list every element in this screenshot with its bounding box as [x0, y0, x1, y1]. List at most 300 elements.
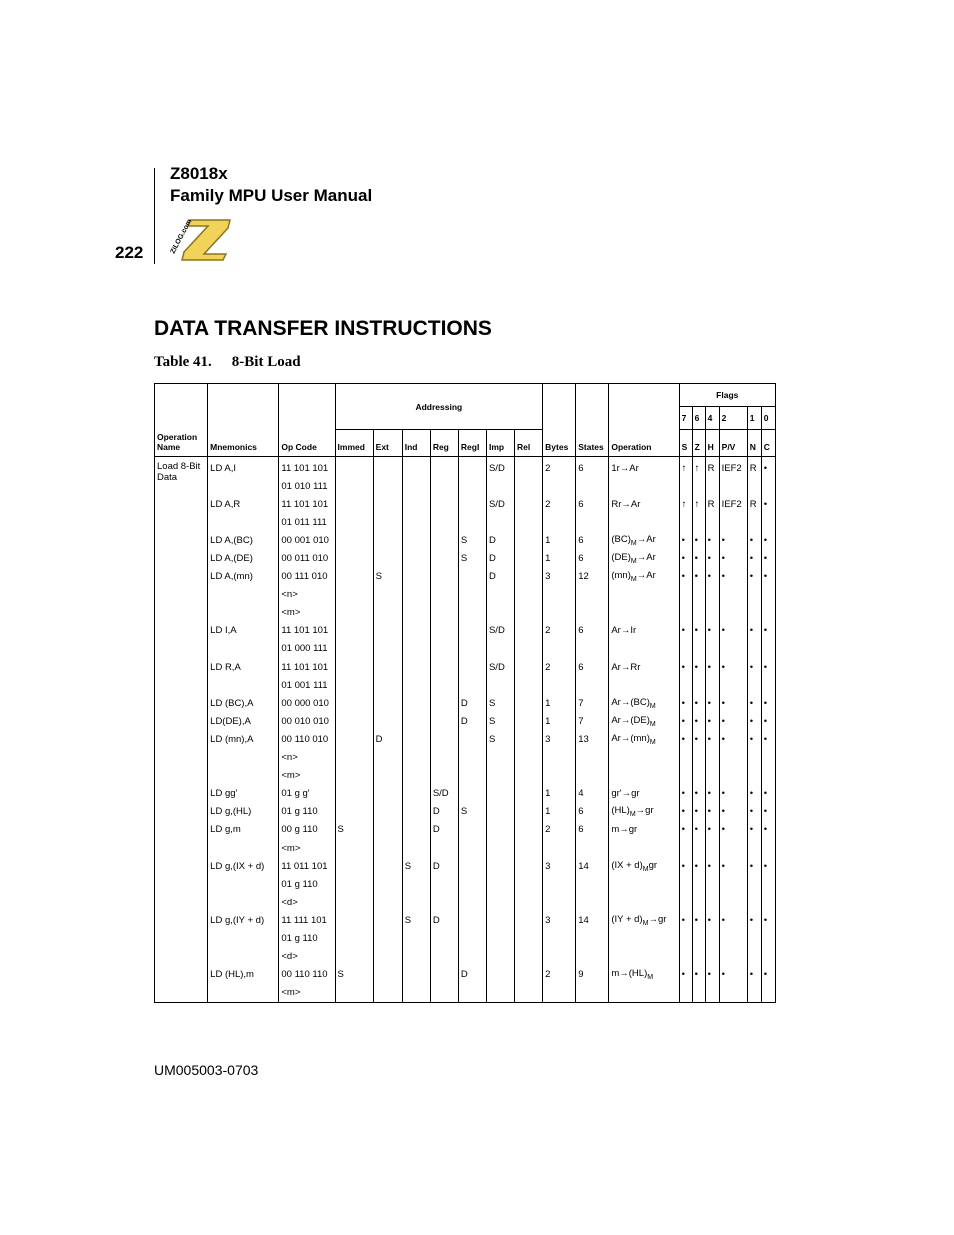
cell-ext	[373, 622, 402, 640]
cell-flag-pv: IEF2	[719, 495, 747, 513]
cell-flag-z	[692, 676, 705, 694]
flag-n: N	[747, 430, 761, 457]
cell-rel	[515, 966, 543, 984]
cell-bytes	[543, 513, 576, 531]
table-row	[155, 604, 776, 622]
cell-flag-pv	[719, 676, 747, 694]
cell-bytes: 1	[543, 712, 576, 730]
cell-immed	[335, 640, 373, 658]
cell-flag-pv: •	[719, 531, 747, 549]
cell-immed	[335, 658, 373, 676]
cell-rel	[515, 803, 543, 821]
cell-ind	[402, 495, 430, 513]
cell-reg	[430, 694, 458, 712]
cell-operation	[609, 586, 679, 604]
cell-flag-n: •	[747, 568, 761, 586]
cell-flag-pv: •	[719, 568, 747, 586]
cell-immed	[335, 929, 373, 947]
cell-flag-h: •	[705, 622, 719, 640]
cell-regi	[458, 568, 486, 586]
cell-immed	[335, 531, 373, 549]
cell-ext	[373, 477, 402, 495]
cell-flag-s	[679, 640, 692, 658]
cell-rel	[515, 549, 543, 567]
cell-reg	[430, 495, 458, 513]
cell-flag-z	[692, 513, 705, 531]
cell-ext	[373, 929, 402, 947]
cell-immed	[335, 839, 373, 857]
cell-rel	[515, 457, 543, 478]
cell-operation: Rr→Ar	[609, 495, 679, 513]
cell-regi	[458, 911, 486, 929]
cell-bytes: 1	[543, 785, 576, 803]
cell-ind	[402, 984, 430, 1003]
cell-flag-z: •	[692, 803, 705, 821]
table-number: Table 41.	[154, 354, 212, 370]
cell-flag-s: •	[679, 966, 692, 984]
cell-imp	[486, 948, 514, 966]
cell-immed	[335, 785, 373, 803]
cell-regi	[458, 821, 486, 839]
cell-operation: gr'→gr	[609, 785, 679, 803]
cell-flag-n	[747, 984, 761, 1003]
cell-rel	[515, 767, 543, 785]
cell-bytes	[543, 839, 576, 857]
cell-op-code: <m>	[279, 984, 335, 1003]
cell-rel	[515, 586, 543, 604]
cell-regi	[458, 586, 486, 604]
cell-operation: $(mn)_M\to Ar$	[609, 568, 679, 586]
cell-flag-z	[692, 893, 705, 911]
cell-bytes	[543, 640, 576, 658]
cell-ind	[402, 821, 430, 839]
cell-flag-c	[761, 749, 775, 767]
cell-flag-z: •	[692, 549, 705, 567]
cell-flag-n: •	[747, 694, 761, 712]
document-id: UM005003-0703	[154, 1062, 259, 1078]
cell-rel	[515, 640, 543, 658]
cell-flag-h	[705, 640, 719, 658]
cell-ind	[402, 531, 430, 549]
cell-operation: Ar→Ir	[609, 622, 679, 640]
cell-states: 6	[576, 622, 609, 640]
col-immed: Immed	[335, 430, 373, 457]
table-row	[155, 839, 776, 857]
cell-bytes	[543, 749, 576, 767]
cell-flag-n: •	[747, 549, 761, 567]
cell-flag-pv: •	[719, 821, 747, 839]
cell-states: 7	[576, 694, 609, 712]
cell-flag-z	[692, 929, 705, 947]
cell-flag-n	[747, 875, 761, 893]
cell-flag-h	[705, 604, 719, 622]
cell-flag-n	[747, 604, 761, 622]
cell-op-code: 01 g 110	[279, 929, 335, 947]
cell-flag-s: •	[679, 821, 692, 839]
cell-rel	[515, 911, 543, 929]
flag-pv: P/V	[719, 430, 747, 457]
cell-flag-s	[679, 893, 692, 911]
cell-mnemonic	[208, 676, 279, 694]
cell-bytes	[543, 893, 576, 911]
cell-flag-c: •	[761, 803, 775, 821]
cell-flag-pv: •	[719, 803, 747, 821]
cell-states	[576, 984, 609, 1003]
cell-immed	[335, 513, 373, 531]
cell-states	[576, 893, 609, 911]
cell-flag-z	[692, 984, 705, 1003]
cell-flag-h: •	[705, 857, 719, 875]
cell-ext	[373, 457, 402, 478]
cell-flag-n: R	[747, 457, 761, 478]
cell-imp	[486, 803, 514, 821]
cell-immed	[335, 803, 373, 821]
cell-op-code: 00 000 010	[279, 694, 335, 712]
cell-op-code: 01 g 110	[279, 875, 335, 893]
cell-reg: D	[430, 857, 458, 875]
col-reg: Reg	[430, 430, 458, 457]
cell-rel	[515, 495, 543, 513]
cell-flag-s: •	[679, 531, 692, 549]
cell-ind	[402, 694, 430, 712]
cell-op-code: 00 010 010	[279, 712, 335, 730]
cell-flag-n: R	[747, 495, 761, 513]
cell-op-code: 01 010 111	[279, 477, 335, 495]
cell-regi	[458, 658, 486, 676]
cell-flag-z: •	[692, 531, 705, 549]
cell-flag-s	[679, 839, 692, 857]
cell-flag-s	[679, 767, 692, 785]
cell-states: 13	[576, 730, 609, 748]
cell-regi: S	[458, 531, 486, 549]
cell-flag-c	[761, 767, 775, 785]
cell-flag-h	[705, 767, 719, 785]
cell-flag-z: •	[692, 857, 705, 875]
cell-flag-c	[761, 984, 775, 1003]
cell-flag-s	[679, 676, 692, 694]
cell-flag-h	[705, 749, 719, 767]
cell-flag-c: •	[761, 568, 775, 586]
cell-flag-c	[761, 839, 775, 857]
cell-ind	[402, 803, 430, 821]
cell-reg: D	[430, 821, 458, 839]
cell-regi	[458, 622, 486, 640]
cell-imp: D	[486, 549, 514, 567]
cell-mnemonic: LD A,(DE)	[208, 549, 279, 567]
cell-rel	[515, 929, 543, 947]
cell-op-code: <n>	[279, 749, 335, 767]
cell-rel	[515, 694, 543, 712]
cell-ext: D	[373, 730, 402, 748]
cell-bytes	[543, 929, 576, 947]
cell-op-code: <m>	[279, 839, 335, 857]
cell-ext	[373, 658, 402, 676]
flag-c: C	[761, 430, 775, 457]
table-row	[155, 531, 776, 549]
table-row	[155, 658, 776, 676]
cell-flag-s: •	[679, 712, 692, 730]
cell-reg	[430, 749, 458, 767]
cell-ext	[373, 821, 402, 839]
cell-immed	[335, 712, 373, 730]
cell-regi: S	[458, 803, 486, 821]
cell-flag-n: •	[747, 803, 761, 821]
cell-immed	[335, 730, 373, 748]
cell-flag-c: •	[761, 821, 775, 839]
cell-immed	[335, 694, 373, 712]
flag-s: S	[679, 430, 692, 457]
cell-regi: D	[458, 712, 486, 730]
col-flags: Flags	[679, 384, 775, 407]
cell-flag-c: •	[761, 495, 775, 513]
cell-operation: $(IY + d)_M\to gr$	[609, 911, 679, 929]
cell-operation	[609, 929, 679, 947]
cell-states: 6	[576, 803, 609, 821]
table-row	[155, 785, 776, 803]
cell-flag-h	[705, 875, 719, 893]
col-imp: Imp	[486, 430, 514, 457]
cell-immed	[335, 457, 373, 478]
cell-reg	[430, 640, 458, 658]
cell-ind: S	[402, 857, 430, 875]
cell-reg	[430, 568, 458, 586]
cell-regi	[458, 730, 486, 748]
cell-op-code: 01 011 111	[279, 513, 335, 531]
cell-op-code: 11 101 101	[279, 658, 335, 676]
cell-regi	[458, 513, 486, 531]
cell-states	[576, 767, 609, 785]
cell-flag-h	[705, 839, 719, 857]
cell-flag-n	[747, 749, 761, 767]
cell-mnemonic: LD R,A	[208, 658, 279, 676]
cell-flag-n: •	[747, 712, 761, 730]
cell-flag-s: ↑	[679, 457, 692, 478]
cell-operation	[609, 513, 679, 531]
cell-operation: $(DE)_M\to Ar$	[609, 549, 679, 567]
cell-states: 7	[576, 712, 609, 730]
cell-reg	[430, 767, 458, 785]
cell-ind	[402, 457, 430, 478]
flag-bit-1: 1	[747, 407, 761, 430]
flag-bit-0: 0	[761, 407, 775, 430]
cell-imp	[486, 821, 514, 839]
cell-flag-pv	[719, 984, 747, 1003]
cell-reg	[430, 948, 458, 966]
cell-bytes	[543, 767, 576, 785]
cell-immed	[335, 767, 373, 785]
cell-immed	[335, 893, 373, 911]
table-row	[155, 893, 776, 911]
product-name: Z8018x	[170, 164, 228, 183]
cell-immed	[335, 477, 373, 495]
cell-imp: S	[486, 730, 514, 748]
cell-reg	[430, 586, 458, 604]
cell-flag-s: •	[679, 857, 692, 875]
cell-flag-z: •	[692, 712, 705, 730]
cell-mnemonic: LD gg'	[208, 785, 279, 803]
cell-rel	[515, 658, 543, 676]
cell-flag-pv	[719, 513, 747, 531]
table-name: 8-Bit Load	[231, 354, 301, 370]
cell-imp: S/D	[486, 495, 514, 513]
cell-mnemonic: LD g,(HL)	[208, 803, 279, 821]
cell-rel	[515, 531, 543, 549]
cell-bytes: 3	[543, 911, 576, 929]
cell-states	[576, 839, 609, 857]
cell-flag-s	[679, 586, 692, 604]
cell-op-code: <n>	[279, 586, 335, 604]
cell-operation	[609, 893, 679, 911]
cell-operation: m→gr	[609, 821, 679, 839]
cell-op-code: <m>	[279, 767, 335, 785]
cell-op-code: 11 101 101	[279, 622, 335, 640]
cell-ext	[373, 803, 402, 821]
cell-rel	[515, 712, 543, 730]
cell-ind	[402, 948, 430, 966]
cell-ext	[373, 857, 402, 875]
cell-flag-z	[692, 640, 705, 658]
cell-reg	[430, 513, 458, 531]
cell-flag-c	[761, 893, 775, 911]
cell-flag-z	[692, 604, 705, 622]
cell-regi	[458, 640, 486, 658]
cell-bytes: 2	[543, 457, 576, 478]
cell-flag-h	[705, 676, 719, 694]
cell-states	[576, 640, 609, 658]
cell-immed	[335, 495, 373, 513]
cell-reg	[430, 531, 458, 549]
cell-flag-s: •	[679, 568, 692, 586]
cell-ext	[373, 513, 402, 531]
cell-ind	[402, 966, 430, 984]
cell-regi	[458, 839, 486, 857]
cell-rel	[515, 893, 543, 911]
table-row	[155, 495, 776, 513]
cell-operation	[609, 604, 679, 622]
cell-rel	[515, 568, 543, 586]
cell-flag-pv	[719, 948, 747, 966]
col-bytes: Bytes	[543, 384, 576, 457]
cell-states	[576, 477, 609, 495]
cell-flag-c: •	[761, 857, 775, 875]
cell-mnemonic: LD (HL),m	[208, 966, 279, 984]
header-divider	[154, 168, 155, 264]
cell-flag-s: •	[679, 658, 692, 676]
cell-flag-c	[761, 586, 775, 604]
cell-regi	[458, 948, 486, 966]
cell-mnemonic	[208, 767, 279, 785]
cell-ext	[373, 911, 402, 929]
cell-flag-h: •	[705, 911, 719, 929]
cell-regi	[458, 785, 486, 803]
cell-operation: $(BC)_M\to Ar$	[609, 531, 679, 549]
cell-states	[576, 875, 609, 893]
cell-immed	[335, 857, 373, 875]
cell-operation: $m\to(HL)_M$	[609, 966, 679, 984]
cell-ind	[402, 586, 430, 604]
table-row	[155, 549, 776, 567]
cell-bytes	[543, 586, 576, 604]
cell-flag-z: ↑	[692, 495, 705, 513]
cell-flag-h: •	[705, 549, 719, 567]
cell-ext	[373, 676, 402, 694]
table-row	[155, 875, 776, 893]
cell-flag-pv	[719, 477, 747, 495]
cell-rel	[515, 875, 543, 893]
cell-rel	[515, 513, 543, 531]
cell-flag-h	[705, 477, 719, 495]
cell-ind	[402, 730, 430, 748]
flag-bit-4: 4	[705, 407, 719, 430]
col-rel: Rel	[515, 430, 543, 457]
cell-ind	[402, 568, 430, 586]
cell-bytes: 2	[543, 658, 576, 676]
cell-flag-pv: •	[719, 966, 747, 984]
cell-flag-n	[747, 676, 761, 694]
cell-states	[576, 676, 609, 694]
table-row	[155, 640, 776, 658]
table-row	[155, 477, 776, 495]
cell-rel	[515, 839, 543, 857]
cell-imp: D	[486, 531, 514, 549]
cell-flag-pv: •	[719, 622, 747, 640]
cell-flag-c: •	[761, 694, 775, 712]
cell-bytes: 3	[543, 568, 576, 586]
cell-reg	[430, 658, 458, 676]
cell-immed	[335, 984, 373, 1003]
cell-ind	[402, 640, 430, 658]
cell-op-code: <d>	[279, 948, 335, 966]
cell-mnemonic	[208, 893, 279, 911]
cell-flag-z	[692, 586, 705, 604]
cell-flag-h: •	[705, 966, 719, 984]
cell-flag-pv	[719, 929, 747, 947]
cell-flag-s: •	[679, 803, 692, 821]
cell-regi	[458, 893, 486, 911]
cell-op-code: 11 101 101	[279, 495, 335, 513]
cell-ext	[373, 875, 402, 893]
table-row	[155, 712, 776, 730]
table-row	[155, 948, 776, 966]
cell-mnemonic: LD A,(BC)	[208, 531, 279, 549]
cell-flag-n	[747, 839, 761, 857]
cell-rel	[515, 676, 543, 694]
cell-flag-pv	[719, 893, 747, 911]
cell-flag-c: •	[761, 911, 775, 929]
cell-immed: S	[335, 821, 373, 839]
cell-flag-z: •	[692, 911, 705, 929]
cell-reg	[430, 875, 458, 893]
cell-flag-z	[692, 948, 705, 966]
cell-flag-c: •	[761, 549, 775, 567]
cell-flag-s: ↑	[679, 495, 692, 513]
cell-flag-c: •	[761, 712, 775, 730]
flag-z: Z	[692, 430, 705, 457]
cell-mnemonic: LD I,A	[208, 622, 279, 640]
cell-flag-s	[679, 477, 692, 495]
cell-ind	[402, 549, 430, 567]
cell-flag-n: •	[747, 531, 761, 549]
cell-regi	[458, 495, 486, 513]
cell-flag-c	[761, 604, 775, 622]
cell-mnemonic: LD g,(IY + d)	[208, 911, 279, 929]
cell-ind	[402, 749, 430, 767]
cell-flag-z: •	[692, 694, 705, 712]
cell-immed	[335, 568, 373, 586]
cell-flag-n	[747, 893, 761, 911]
cell-regi	[458, 604, 486, 622]
cell-ind	[402, 839, 430, 857]
